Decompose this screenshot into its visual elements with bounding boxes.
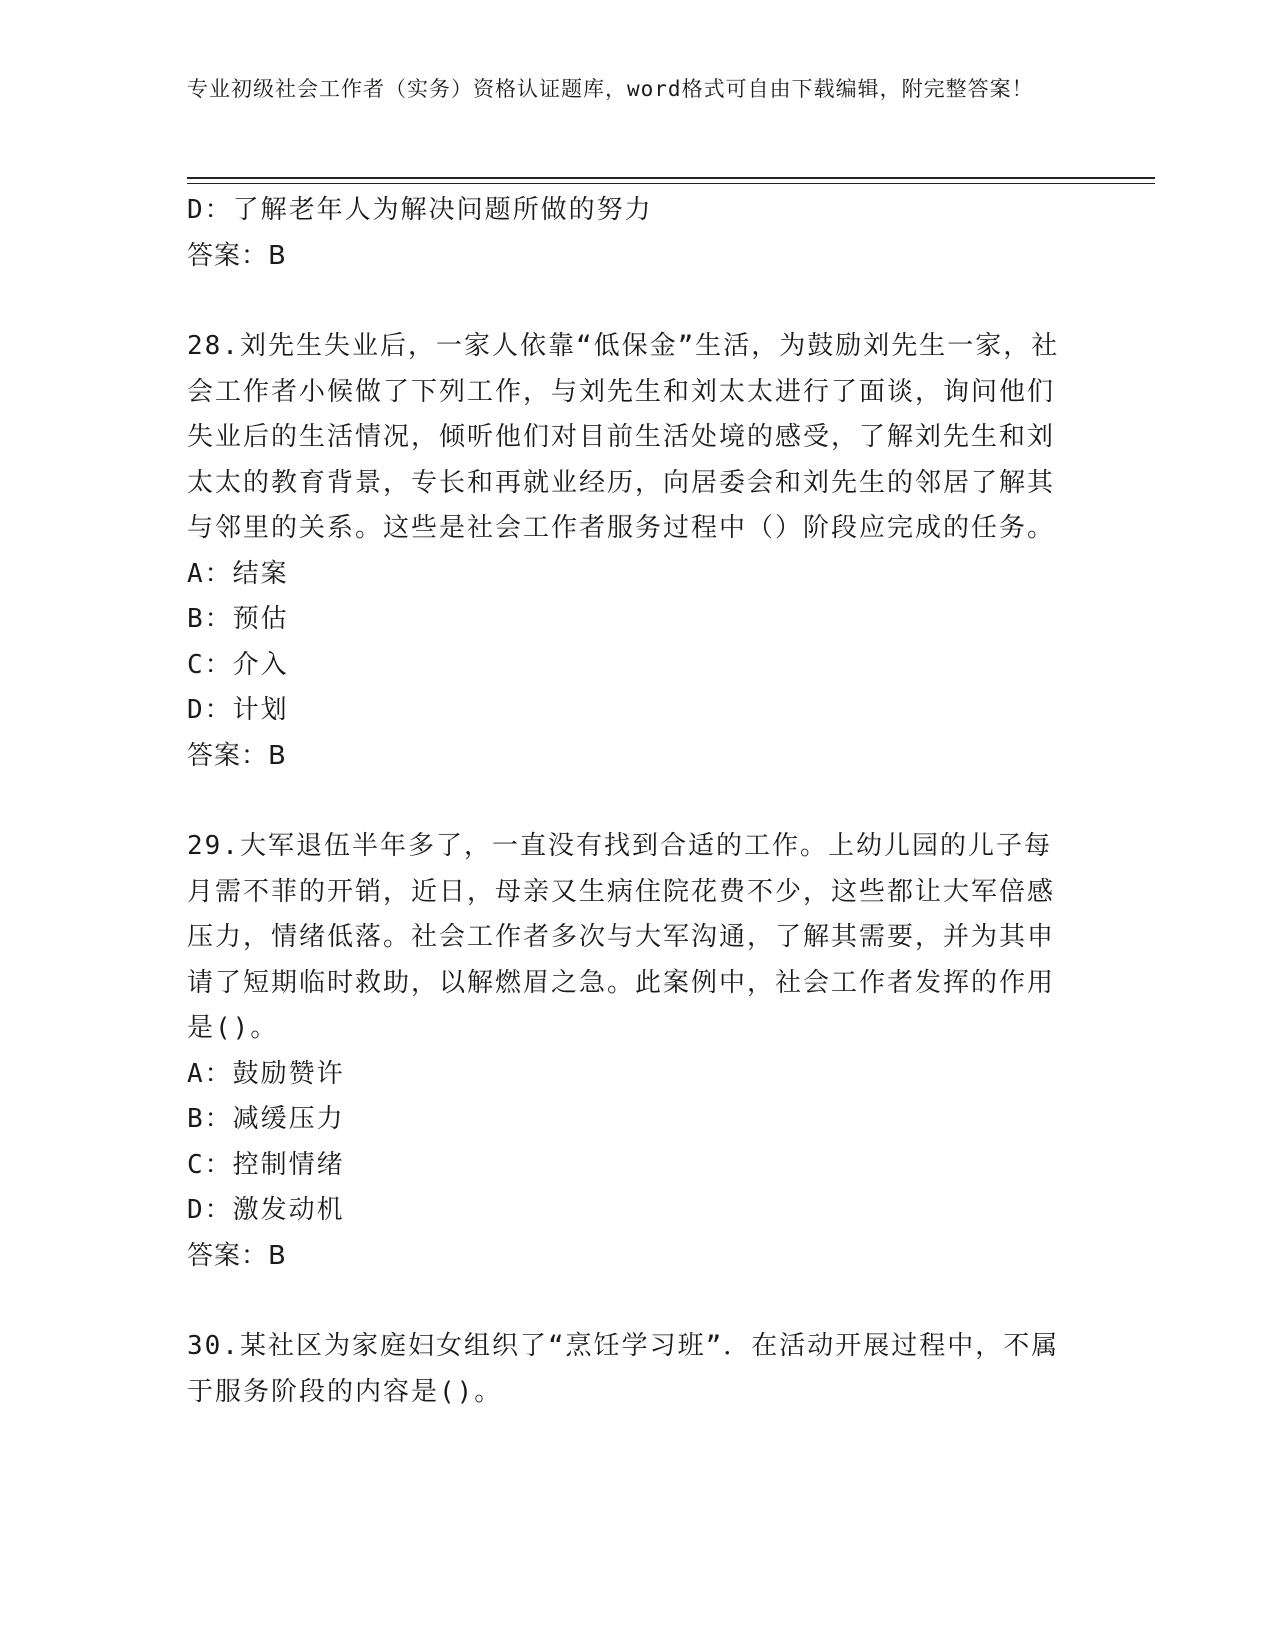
option-d: D：计划 <box>187 695 289 725</box>
header-divider-thick <box>187 177 1155 179</box>
question-29 <box>187 824 1087 1279</box>
option-c: C：介入 <box>187 649 289 680</box>
question-text: 30.某社区为家庭妇女组织了“烹饪学习班”．在活动开展过程中，不属于服务阶段的内容是()。 <box>187 1331 1060 1407</box>
question-30 <box>187 1324 1087 1415</box>
document-header: 专业初级社会工作者（实务）资格认证题库，word格式可自由下载编辑，附完整答案！ <box>187 77 1034 101</box>
answer: 答案：B <box>187 1240 287 1271</box>
option-d: D：激发动机 <box>187 1195 345 1225</box>
option-a: A：结案 <box>187 558 289 589</box>
header-divider-thin <box>187 183 1155 184</box>
option-c: C：控制情绪 <box>187 1149 345 1180</box>
answer: 答案：B <box>187 240 287 271</box>
option-b: B：预估 <box>187 604 289 634</box>
question-text: 28.刘先生失业后，一家人依靠“低保金”生活，为鼓励刘先生一家，社会工作者小候做了下列工作，与刘先生和刘太太进行了面谈，询问他们失业后的生活情况，倾听他们对目前生活处境的感受，了解刘先生和刘太太的教育背景，专长和再就业经历，向居委会和刘先生的邻居了解其与邻里的关系。这些是社会工作者服务过程中（）阶段应完成的任务。 <box>187 331 1060 543</box>
question-28 <box>187 324 1087 779</box>
document-body <box>187 188 1087 1415</box>
option-b: B：减缓压力 <box>187 1104 345 1134</box>
question-text: 29.大军退伍半年多了，一直没有找到合适的工作。上幼儿园的儿子每月需不菲的开销，近日，母亲又生病住院花费不少，这些都让大军倍感压力，情绪低落。社会工作者多次与大军沟通，了解其需要，并为其申请了短期临时救助，以解燃眉之急。此案例中，社会工作者发挥的作用是()。 <box>187 831 1056 1043</box>
option-d: D：了解老年人为解决问题所做的努力 <box>187 195 653 225</box>
option-a: A：鼓励赞许 <box>187 1058 345 1089</box>
answer: 答案：B <box>187 740 287 771</box>
